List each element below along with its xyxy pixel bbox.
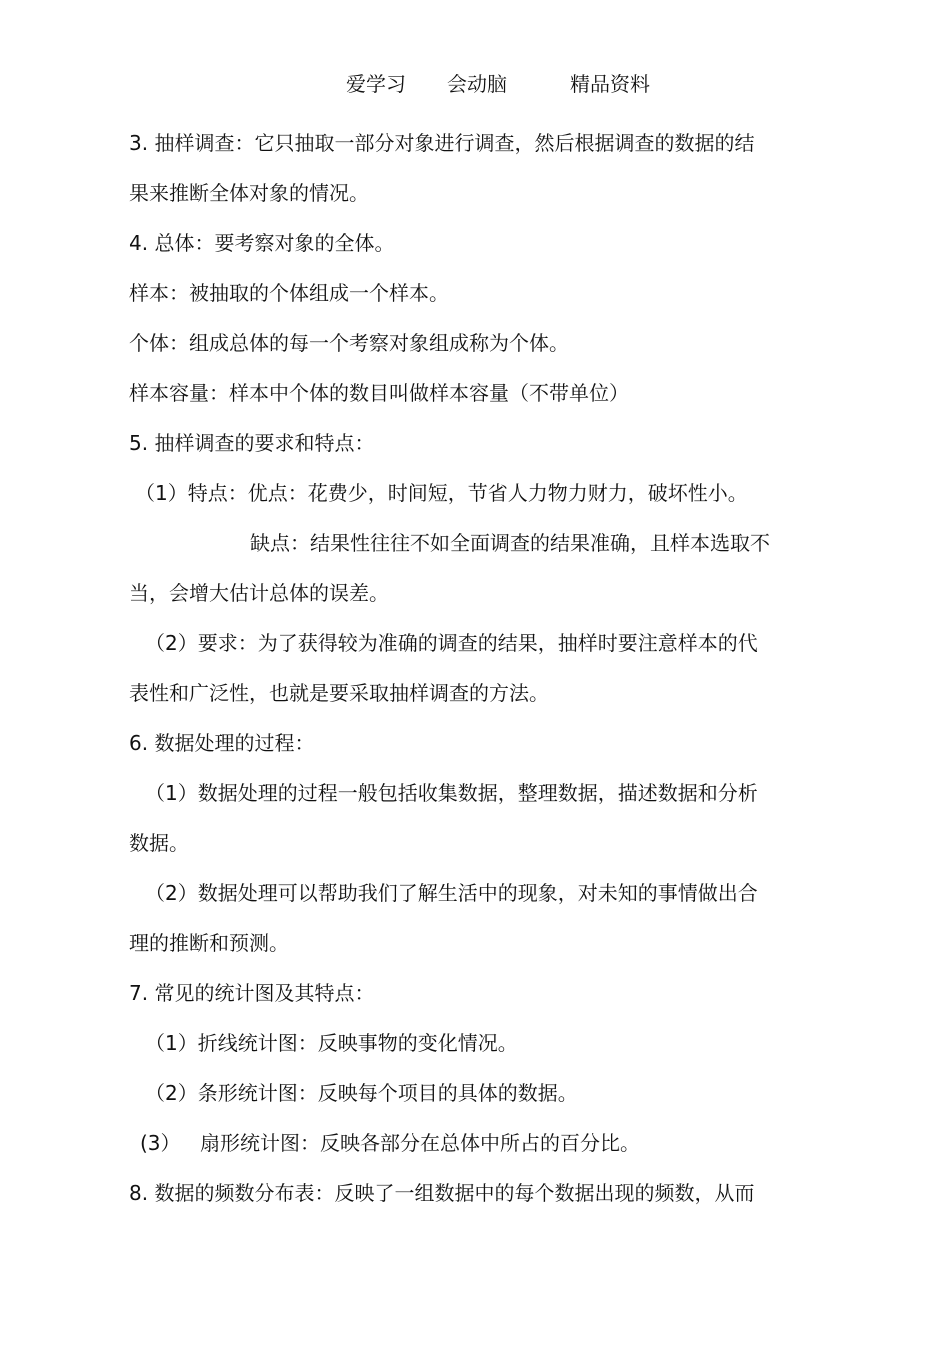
text-line: 缺点：结果性往往不如全面调查的结果准确，且样本选取不	[250, 531, 770, 555]
header-text-2: 会动脑	[447, 72, 507, 96]
text-line: 果来推断全体对象的情况。	[129, 181, 369, 205]
text-line: 3. 抽样调查：它只抽取一部分对象进行调查，然后根据调查的数据的结	[129, 131, 755, 155]
text-line: 8. 数据的频数分布表：反映了一组数据中的每个数据出现的频数，从而	[129, 1181, 755, 1205]
text-line: 表性和广泛性，也就是要采取抽样调查的方法。	[129, 681, 549, 705]
text-line: 4. 总体：要考察对象的全体。	[129, 231, 395, 255]
header-text-3: 精品资料	[570, 72, 650, 96]
text-line: 样本容量：样本中个体的数目叫做样本容量（不带单位）	[129, 381, 629, 405]
text-line: (3） 扇形统计图：反映各部分在总体中所占的百分比。	[0, 1128, 950, 1158]
text-line: 样本：被抽取的个体组成一个样本。	[129, 281, 449, 305]
text-line: 7. 常见的统计图及其特点：	[129, 981, 375, 1005]
page-header	[0, 70, 950, 98]
text-line: 数据。	[129, 831, 189, 855]
text-line: 个体：组成总体的每一个考察对象组成称为个体。	[129, 331, 569, 355]
text-line: 5. 抽样调查的要求和特点：	[129, 431, 375, 455]
text-line: （2）要求：为了获得较为准确的调查的结果，抽样时要注意样本的代	[145, 631, 758, 655]
text-line: 理的推断和预测。	[129, 931, 289, 955]
text-line: 6. 数据处理的过程：	[129, 731, 315, 755]
header-text-1: 爱学习	[346, 72, 406, 96]
text-line: （1）特点：优点：花费少，时间短，节省人力物力财力，破坏性小。	[135, 481, 748, 505]
text-line: （2）条形统计图：反映每个项目的具体的数据。	[145, 1081, 578, 1105]
list-number: (3）	[140, 1131, 181, 1155]
text-line: （2）数据处理可以帮助我们了解生活中的现象，对未知的事情做出合	[145, 881, 758, 905]
text-line: 当，会增大估计总体的误差。	[129, 581, 389, 605]
text-line: （1）折线统计图：反映事物的变化情况。	[145, 1031, 518, 1055]
text-line: （1）数据处理的过程一般包括收集数据，整理数据，描述数据和分析	[145, 781, 758, 805]
